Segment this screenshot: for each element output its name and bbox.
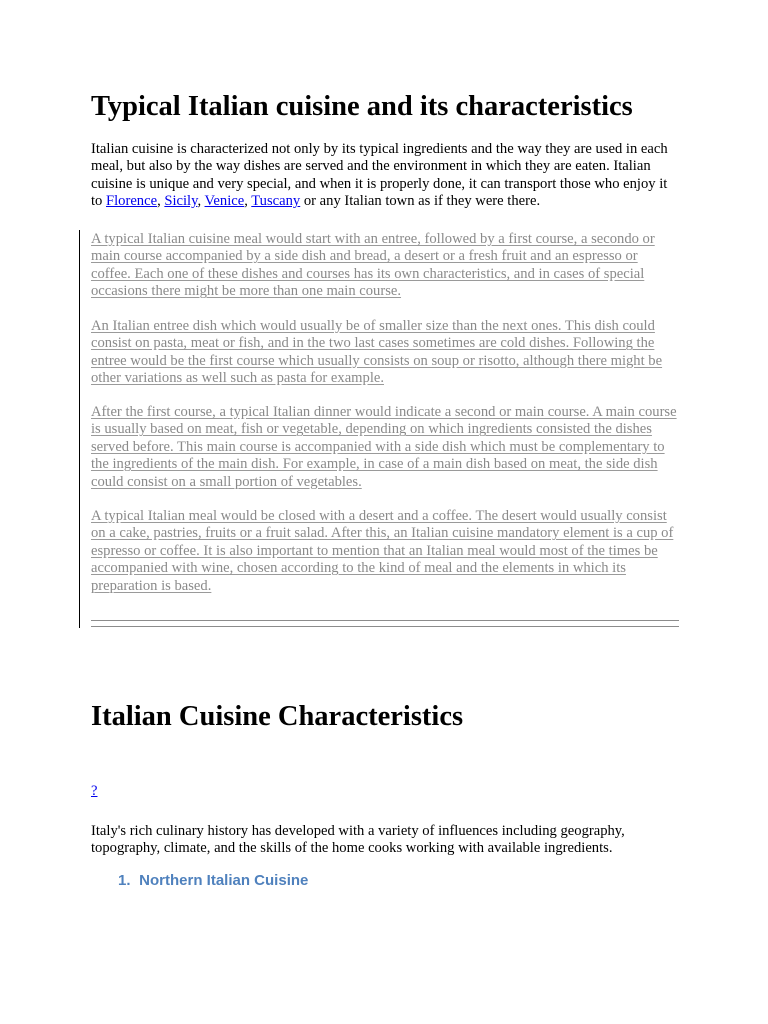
quoted-paragraph: After the first course, a typical Italian dinner would indicate a second or main course. A main course is usually based on meat, fish or vegetable, depending on which ingredients consisted the dishes served before. This main course is accompanied with a side dish which must be complementary to the ingredients of the main dish. For example, in case of a main dish based on meat, the side dish could consist on a small portion of vegetables. bbox=[91, 404, 677, 490]
link-venice[interactable]: Venice bbox=[204, 193, 245, 210]
list-label: Northern Italian Cuisine bbox=[139, 872, 309, 889]
link-florence[interactable]: Florence bbox=[106, 193, 158, 210]
history-paragraph: Italy's rich culinary history has developed with a variety of influences including geography, topography, climate, and the skills of the home cooks working with available ingredients. bbox=[91, 823, 625, 857]
separator: , bbox=[244, 193, 252, 210]
quoted-paragraph: A typical Italian cuisine meal would start with an entree, followed by a first course, a secondo or main course accompanied by a side dish and bread, a desert or a fresh fruit and an espresso or coffee. Each one of these dishes and courses has its own characteristics, and in cases of special occasions there might be more than one main course. bbox=[91, 231, 655, 300]
section-title: Italian Cuisine Characteristics bbox=[91, 701, 464, 732]
horizontal-rule bbox=[91, 620, 679, 621]
separator: , bbox=[197, 193, 205, 210]
quoted-paragraph: An Italian entree dish which would usually be of smaller size than the next ones. This dish could consist on pasta, meat or fish, and in the two last cases sometimes are cold dishes. Following the entree would be the first course which usually consists on soup or risotto, although there might be other variations as well such as pasta for example. bbox=[91, 318, 663, 387]
intro-text-end: or any Italian town as if they were there. bbox=[300, 193, 541, 210]
blockquote-bar bbox=[79, 230, 80, 628]
intro-text: Italian cuisine is characterized not only by its typical ingredients and the way they are used in each meal, but also by the way dishes are served and the environment in which they are eaten. Italian cuisine is unique and very special, and when it is properly done, it can transport those who enjoy it to bbox=[91, 141, 668, 210]
horizontal-rule bbox=[91, 626, 679, 627]
link-tuscany[interactable]: Tuscany bbox=[251, 193, 301, 210]
question-link[interactable]: ? bbox=[91, 783, 98, 799]
page-title: Typical Italian cuisine and its characteristics bbox=[91, 91, 633, 122]
list-number: 1. bbox=[118, 872, 131, 889]
link-sicily[interactable]: Sicily bbox=[164, 193, 198, 210]
separator: , bbox=[157, 193, 165, 210]
list-item-northern-cuisine bbox=[118, 872, 308, 890]
quoted-paragraph: A typical Italian meal would be closed with a desert and a coffee. The desert would usually consist on a cake, pastries, fruits or a fruit salad. After this, an Italian cuisine mandatory element is a cup of espresso or coffee. It is also important to mention that an Italian meal would most of the times be accompanied with wine, chosen according to the kind of meal and the elements in which its preparation is based. bbox=[91, 508, 674, 594]
intro-paragraph bbox=[91, 141, 681, 211]
